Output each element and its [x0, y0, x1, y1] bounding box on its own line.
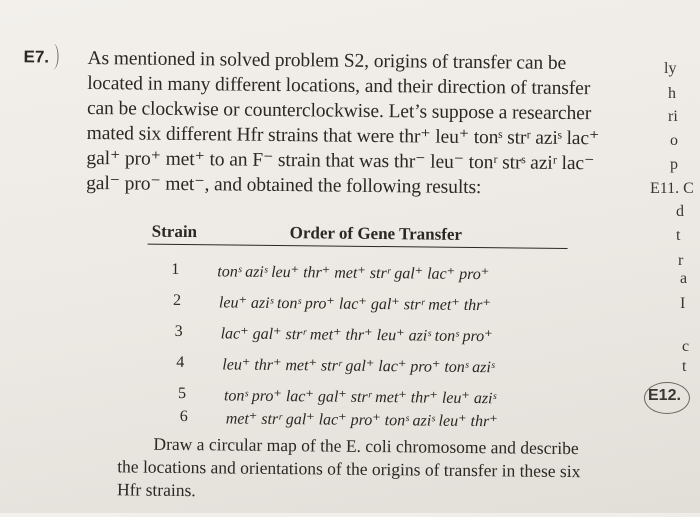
margin-fragment: ly	[664, 60, 677, 77]
strain-number: 2	[172, 291, 182, 309]
strain-number: 5	[177, 384, 187, 403]
problem-number: E7.	[23, 47, 49, 67]
gene-order: lac⁺ gal⁺ strʳ met⁺ thr⁺ leu⁺ aziˢ tonˢ pro⁺	[220, 325, 493, 346]
margin-fragment: t	[676, 227, 681, 244]
intro-line: As mentioned in solved problem S2, origins of transfer can be	[87, 47, 567, 74]
problem-number-marker	[47, 44, 58, 70]
intro-line: gal⁻ pro⁻ met⁻, and obtained the following results:	[86, 172, 482, 199]
gene-order: met⁺ strʳ gal⁺ lac⁺ pro⁺ tonˢ aziˢ leu⁺ thr⁺	[225, 410, 498, 431]
margin-fragment: a	[680, 270, 688, 287]
strain-number: 1	[171, 260, 180, 278]
strain-number: 3	[174, 322, 183, 340]
margin-fragment: E12.	[648, 387, 681, 404]
table-header-order: Order of Gene Transfer	[289, 223, 463, 244]
margin-fragment: o	[670, 132, 678, 149]
gene-order: leu⁺ thr⁺ met⁺ strʳ gal⁺ lac⁺ pro⁺ tonˢ aziˢ	[222, 356, 495, 377]
table-header-strain: Strain	[151, 221, 198, 242]
margin-fragment: h	[668, 85, 676, 102]
margin-fragment: c	[682, 338, 690, 355]
question-line: Hfr strains.	[116, 479, 196, 501]
margin-fragment: I	[680, 295, 686, 312]
margin-fragment: E11. C	[650, 180, 694, 197]
gene-order: tonˢ pro⁺ lac⁺ gal⁺ strʳ met⁺ thr⁺ leu⁺ aziˢ	[223, 387, 497, 408]
problem-intro	[86, 46, 628, 202]
margin-fragment: r	[678, 252, 684, 269]
gene-order: tonˢ aziˢ leu⁺ thr⁺ met⁺ strʳ gal⁺ lac⁺ pro⁺	[217, 263, 490, 284]
strain-number: 4	[176, 353, 185, 372]
margin-fragment: p	[670, 156, 678, 173]
intro-line: located in many different locations, and their direction of transfer	[87, 72, 591, 100]
table-rule	[148, 244, 568, 249]
margin-fragment: ri	[668, 108, 678, 125]
margin-fragment: t	[682, 358, 687, 375]
question-line: Draw a circular map of the E. coli chromosome and describe	[153, 433, 579, 459]
intro-line: mated six different Hfr strains that were thr⁺ leu⁺ tonˢ strʳ aziˢ lac⁺	[86, 122, 600, 150]
intro-line: gal⁺ pro⁺ met⁺ to an F⁻ strain that was thr⁻ leu⁻ tonʳ strˢ aziʳ lac⁻	[86, 147, 595, 175]
strain-number: 6	[179, 407, 188, 426]
margin-fragment: d	[676, 203, 684, 220]
gene-order: leu⁺ aziˢ tonˢ pro⁺ lac⁺ gal⁺ strʳ met⁺ thr⁺	[218, 294, 491, 315]
problem-question	[117, 432, 618, 506]
intro-line: can be clockwise or counterclockwise. Let’s suppose a researcher	[86, 97, 592, 125]
question-line: the locations and orientations of the origins of transfer in these six	[117, 456, 581, 482]
